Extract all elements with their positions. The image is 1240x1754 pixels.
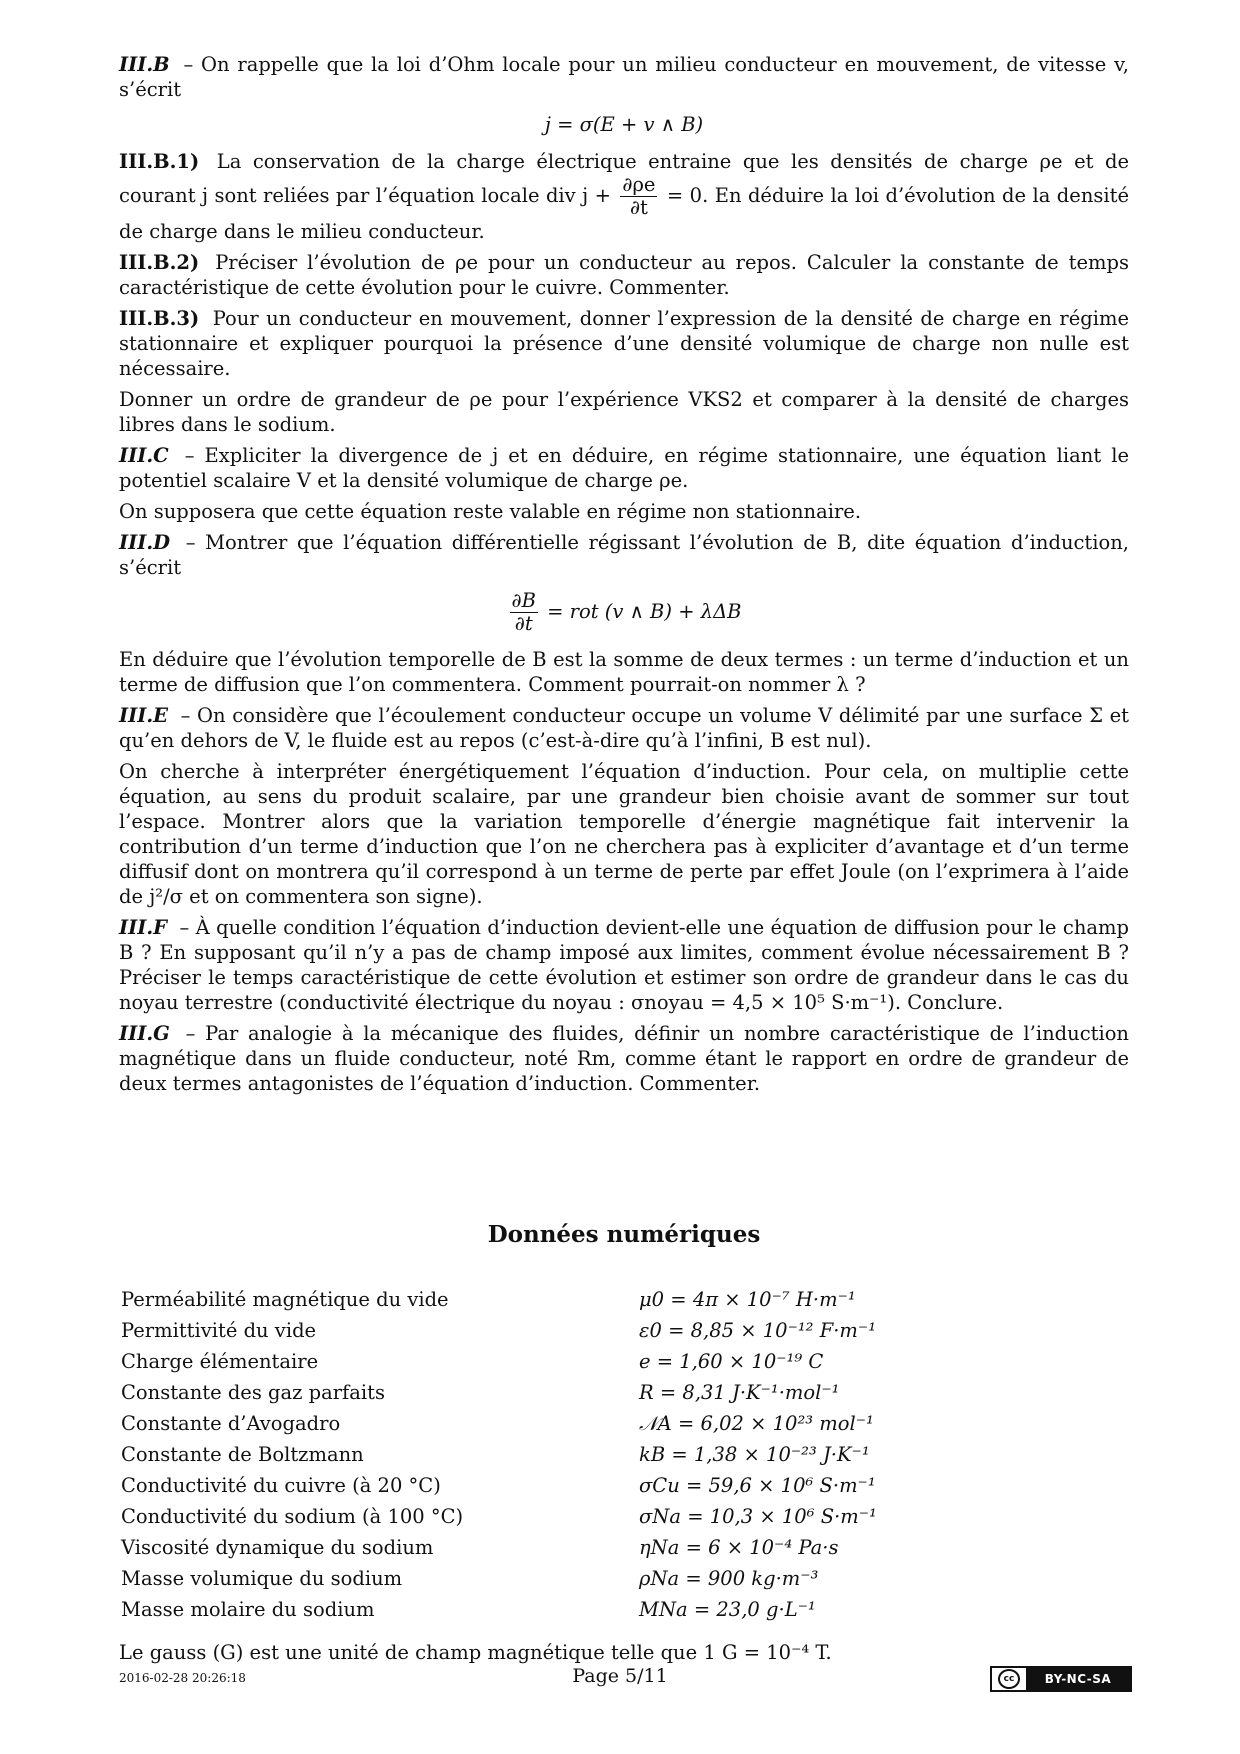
constants-table — [121, 1284, 877, 1625]
section-III-D: III.D – Montrer que l’équation différentielle régissant l’évolution de B, dite équation d’induction, s’écrit — [119, 531, 1129, 579]
constant-value: σNa = 10,3 × 10⁶ S·m⁻¹ — [639, 1505, 877, 1528]
document-page — [119, 52, 1130, 1664]
section-text: Pour un conducteur en mouvement, donner l’expression de la densité de charge en régime stationnaire et expliquer pourquoi la présence d’une densité volumique de charge non nulle est nécessaire. — [119, 307, 1130, 380]
constant-value: 𝒩A = 6,02 × 10²³ mol⁻¹ — [639, 1412, 874, 1435]
constant-name: Permittivité du vide — [121, 1319, 317, 1342]
table-row — [121, 1501, 877, 1532]
constant-name: Constante d’Avogadro — [121, 1412, 341, 1435]
gauss-note: Le gauss (G) est une unité de champ magnétique telle que 1 G = 10⁻⁴ T. — [119, 1641, 832, 1664]
table-row — [121, 1439, 877, 1470]
section-III-B-1 — [119, 149, 1129, 244]
ohm-law-equation: j = σ(E + v ∧ B) — [544, 113, 704, 136]
table-row — [121, 1594, 877, 1625]
creative-commons-icon — [992, 1668, 1026, 1690]
data-section-title: Données numériques — [487, 1221, 761, 1248]
constant-value: kB = 1,38 × 10⁻²³ J·K⁻¹ — [639, 1443, 870, 1466]
induction-fraction — [510, 590, 538, 635]
section-label: III.G — [119, 1022, 170, 1045]
constant-name: Masse volumique du sodium — [121, 1567, 403, 1590]
constant-value: ηNa = 6 × 10⁻⁴ Pa·s — [639, 1536, 839, 1559]
section-label: III.B — [119, 53, 170, 76]
charge-derivative-fraction — [620, 174, 657, 219]
section-label: III.F — [119, 916, 167, 939]
section-text: Montrer que l’équation différentielle régissant l’évolution de B, dite équation d’induction, s’écrit — [119, 531, 1129, 579]
section-text: À quelle condition l’équation d’induction devient-elle une équation de diffusion pour le champ B ? En supposant qu’il n’y a pas de champ imposé aux limites, comment évolue nécessairement B ? Préciser le temps caractéristique de cette évolution et estimer son ordre de grandeur dans le cas du noyau terrestre (conductivité électrique du noyau : σnoyau = 4,5 × 10⁵ S·m⁻¹). Conclure. — [119, 916, 1129, 1014]
table-row — [121, 1377, 877, 1408]
constant-name: Constante de Boltzmann — [121, 1443, 364, 1466]
constant-name: Viscosité dynamique du sodium — [121, 1536, 434, 1559]
constant-name: Perméabilité magnétique du vide — [121, 1288, 449, 1311]
section-label: III.B.1) — [119, 150, 200, 173]
footer-timestamp: 2016-02-28 20:26:18 — [119, 1671, 246, 1685]
constant-name: Constante des gaz parfaits — [121, 1381, 385, 1404]
section-III-B: III.B – On rappelle que la loi d’Ohm locale pour un milieu conducteur en mouvement, de vitesse v, s’écrit — [119, 53, 1129, 101]
table-row — [121, 1284, 877, 1315]
section-III-D-continued: En déduire que l’évolution temporelle de B est la somme de deux termes : un terme d’induction et un terme de diffusion que l’on commentera. Comment pourrait-on nommer λ ? — [119, 648, 1129, 696]
section-III-C: III.C – Expliciter la divergence de j et en déduire, en régime stationnaire, une équation liant le potentiel scalaire V et la densité volumique de charge ρe. — [119, 444, 1129, 492]
section-label: III.B.3) — [119, 307, 200, 330]
creative-commons-mark: cc — [998, 1669, 1020, 1689]
section-text: = 0. En déduire la loi d’évolution de la densité de charge dans le milieu conducteur. — [119, 184, 1130, 243]
fraction-numerator: ∂ρe — [622, 173, 656, 196]
license-badge — [990, 1666, 1132, 1692]
constant-name: Masse molaire du sodium — [121, 1598, 375, 1621]
table-row — [121, 1408, 877, 1439]
fraction-denominator: ∂t — [514, 612, 533, 635]
induction-equation — [119, 590, 1129, 635]
constant-value: μ0 = 4π × 10⁻⁷ H·m⁻¹ — [639, 1288, 856, 1311]
section-III-F: III.F – À quelle condition l’équation d’induction devient-elle une équation de diffusion pour le champ B ? En supposant qu’il n’y a pas de champ imposé aux limites, comment évolue nécessairement B ? Préciser le temps caractéristique de cette évolution et estimer son ordre de grandeur dans le cas du noyau terrestre (conductivité électrique du noyau : σnoyau = 4,5 × 10⁵ S·m⁻¹). Conclure. — [119, 916, 1129, 1014]
section-label: III.E — [119, 704, 169, 727]
section-III-C-continued: On supposera que cette équation reste valable en régime non stationnaire. — [119, 500, 862, 523]
section-III-E: III.E – On considère que l’écoulement conducteur occupe un volume V délimité par une surface Σ et qu’en dehors de V, le fluide est au repos (c’est-à-dire qu’à l’infini, B est nul). — [119, 704, 1129, 752]
fraction-numerator: ∂B — [511, 589, 536, 612]
section-label: III.C — [119, 444, 169, 467]
license-text: BY-NC-SA — [1026, 1668, 1130, 1690]
section-text: Préciser l’évolution de ρe pour un conducteur au repos. Calculer la constante de temps caractéristique de cette évolution pour le cuivre. Commenter. — [119, 251, 1130, 299]
fraction-denominator: ∂t — [629, 196, 648, 219]
constant-value: σCu = 59,6 × 10⁶ S·m⁻¹ — [639, 1474, 876, 1497]
equation-rhs: = rot (v ∧ B) + λΔB — [547, 600, 742, 623]
section-III-G: III.G – Par analogie à la mécanique des fluides, définir un nombre caractéristique de l’induction magnétique dans un fluide conducteur, noté Rm, comme étant le rapport en ordre de grandeur de deux termes antagonistes de l’équation d’induction. Commenter. — [119, 1022, 1129, 1095]
section-label: III.D — [119, 531, 171, 554]
table-row — [121, 1346, 877, 1377]
constant-name: Charge élémentaire — [121, 1350, 319, 1373]
table-row — [121, 1563, 877, 1594]
constant-value: ρNa = 900 kg·m⁻³ — [639, 1567, 819, 1590]
table-row — [121, 1470, 877, 1501]
constant-value: R = 8,31 J·K⁻¹·mol⁻¹ — [639, 1381, 840, 1404]
constant-name: Conductivité du cuivre (à 20 °C) — [121, 1474, 441, 1497]
section-III-B-3-continued: Donner un ordre de grandeur de ρe pour l’expérience VKS2 et comparer à la densité de charges libres dans le sodium. — [119, 388, 1129, 436]
section-text: On rappelle que la loi d’Ohm locale pour un milieu conducteur en mouvement, de vitesse v, s’écrit — [119, 53, 1129, 101]
section-text: Expliciter la divergence de j et en déduire, en régime stationnaire, une équation liant le potentiel scalaire V et la densité volumique de charge ρe. — [119, 444, 1129, 492]
constant-value: ε0 = 8,85 × 10⁻¹² F·m⁻¹ — [639, 1319, 877, 1342]
constant-value: e = 1,60 × 10⁻¹⁹ C — [639, 1350, 824, 1373]
section-text: Par analogie à la mécanique des fluides, définir un nombre caractéristique de l’induction magnétique dans un fluide conducteur, noté Rm, comme étant le rapport en ordre de grandeur de deux termes antagonistes de l’équation d’induction. Commenter. — [119, 1022, 1129, 1095]
page-number: Page 5/11 — [572, 1665, 668, 1687]
constant-name: Conductivité du sodium (à 100 °C) — [121, 1505, 464, 1528]
constant-value: MNa = 23,0 g·L⁻¹ — [639, 1598, 816, 1621]
section-label: III.B.2) — [119, 251, 200, 274]
table-row — [121, 1315, 877, 1346]
section-text: La conservation de la charge électrique entraine que les densités de charge ρe et de courant j sont reliées par l’équation locale div j + — [119, 150, 1130, 207]
section-III-B-2 — [119, 250, 1129, 300]
table-row — [121, 1532, 877, 1563]
section-III-B-3 — [119, 306, 1129, 381]
section-text: On considère que l’écoulement conducteur occupe un volume V délimité par une surface Σ et qu’en dehors de V, le fluide est au repos (c’est-à-dire qu’à l’infini, B est nul). — [119, 704, 1129, 752]
section-III-E-continued: On cherche à interpréter énergétiquement l’équation d’induction. Pour cela, on multiplie cette équation, au sens du produit scalaire, par une grandeur bien choisie avant de sommer sur tout l’espace. Montrer alors que la variation temporelle d’énergie magnétique fait intervenir la contribution d’un terme d’induction que l’on ne cherchera pas à expliciter d’avantage et d’un terme diffusif dont on montrera qu’il correspond à un terme de perte par effet Joule (on l’exprimera à l’aide de j²/σ et on commentera son signe). — [119, 760, 1129, 908]
